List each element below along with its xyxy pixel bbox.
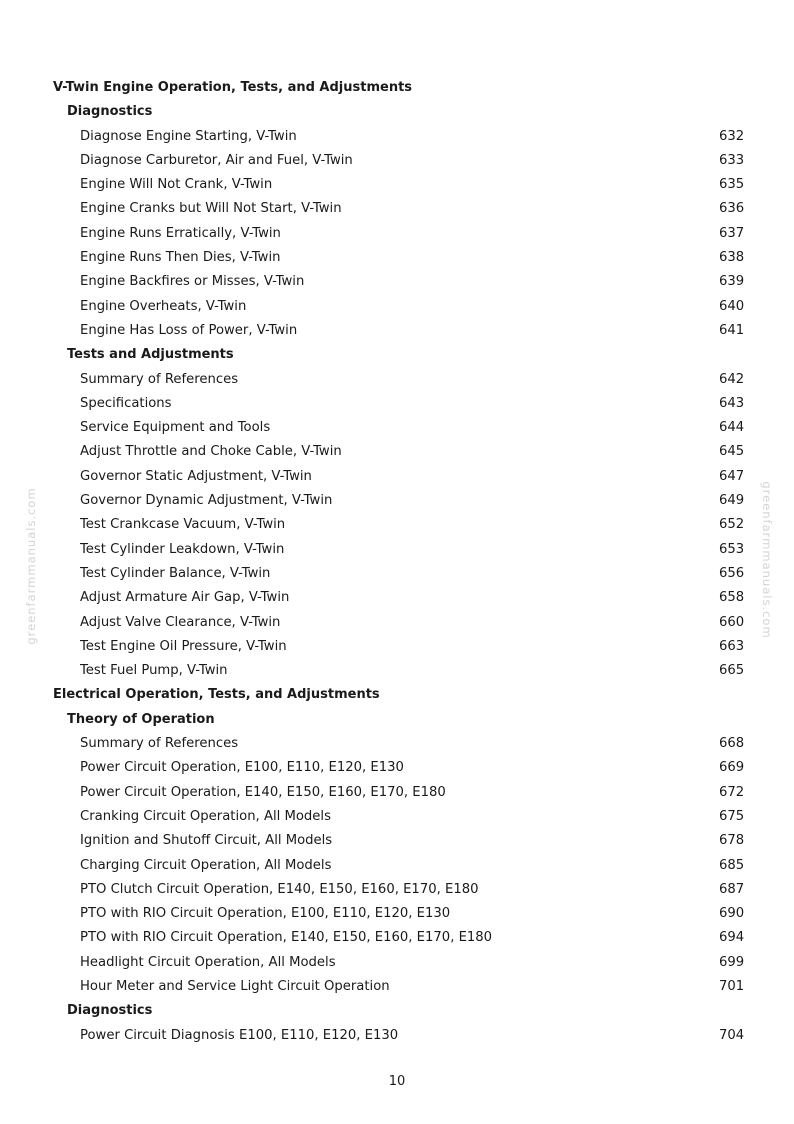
toc-entry-page: 647 [719, 468, 745, 484]
toc-subsection [0, 999, 794, 1023]
toc-entry-title: Hour Meter and Service Light Circuit Operation [80, 978, 390, 994]
toc-entry-page: 644 [719, 420, 745, 436]
toc-entry[interactable] [0, 465, 794, 489]
toc-entry-page: 660 [719, 614, 745, 630]
toc-entry[interactable] [0, 368, 794, 392]
toc-entry-page: 639 [719, 274, 745, 290]
toc-entry-page: 658 [719, 590, 745, 606]
toc-entry-page: 652 [719, 517, 745, 533]
toc-entry[interactable] [0, 392, 794, 416]
page-number: 10 [388, 1074, 406, 1089]
toc-entry[interactable] [0, 635, 794, 659]
toc-entry[interactable] [0, 562, 794, 586]
toc-entry-page: 653 [719, 541, 745, 557]
toc-entry[interactable] [0, 805, 794, 829]
toc-entry-title: Test Cylinder Balance, V-Twin [80, 565, 271, 581]
toc-entry-title: PTO with RIO Circuit Operation, E140, E150, E160, E170, E180 [80, 930, 493, 946]
toc-entry-title: Diagnose Carburetor, Air and Fuel, V-Twin [80, 152, 353, 168]
toc-entry[interactable] [0, 781, 794, 805]
toc-entry-title: Theory of Operation [67, 711, 215, 727]
toc-entry[interactable] [0, 197, 794, 221]
toc-entry[interactable] [0, 926, 794, 950]
toc-entry-page: 645 [719, 444, 745, 460]
toc-entry-page: 638 [719, 250, 745, 266]
toc-entry-title: Adjust Throttle and Choke Cable, V-Twin [80, 444, 342, 460]
toc-entry-title: Engine Cranks but Will Not Start, V-Twin [80, 201, 342, 217]
toc-section [0, 683, 794, 707]
toc-entry[interactable] [0, 270, 794, 294]
toc-entry[interactable] [0, 149, 794, 173]
toc-entry-title: Diagnostics [67, 104, 153, 120]
toc-entry[interactable] [0, 902, 794, 926]
toc-entry[interactable] [0, 829, 794, 853]
toc-entry[interactable] [0, 538, 794, 562]
toc-entry[interactable] [0, 854, 794, 878]
toc-entry-title: Service Equipment and Tools [80, 420, 271, 436]
toc-entry-title: PTO with RIO Circuit Operation, E100, E110, E120, E130 [80, 906, 451, 922]
toc-entry-page: 635 [719, 177, 745, 193]
toc-entry[interactable] [0, 878, 794, 902]
toc-section [0, 76, 794, 100]
toc-entry[interactable] [0, 319, 794, 343]
toc-entry-page: 668 [719, 736, 745, 752]
toc-entry-page: 636 [719, 201, 745, 217]
toc-entry-title: Ignition and Shutoff Circuit, All Models [80, 833, 333, 849]
toc-entry-page: 642 [719, 371, 745, 387]
toc-entry[interactable] [0, 1024, 794, 1048]
toc-entry-title: Power Circuit Diagnosis E100, E110, E120, E130 [80, 1027, 399, 1043]
toc-entry[interactable] [0, 756, 794, 780]
toc-entry-page: 640 [719, 298, 745, 314]
toc-entry[interactable] [0, 975, 794, 999]
toc-entry-title: Engine Overheats, V-Twin [80, 298, 247, 314]
toc-entry-title: Charging Circuit Operation, All Models [80, 857, 332, 873]
toc-entry-title: Engine Runs Erratically, V-Twin [80, 225, 281, 241]
toc-entry-title: Governor Static Adjustment, V-Twin [80, 468, 312, 484]
toc-entry-page: 704 [719, 1027, 745, 1043]
toc-entry-page: 690 [719, 906, 745, 922]
toc-entry[interactable] [0, 246, 794, 270]
toc-entry-title: V-Twin Engine Operation, Tests, and Adjustments [53, 80, 413, 95]
toc-subsection [0, 343, 794, 367]
toc-subsection [0, 708, 794, 732]
toc-entry-page: 641 [719, 322, 745, 338]
toc-entry-title: Tests and Adjustments [67, 347, 234, 363]
toc-entry-title: Power Circuit Operation, E140, E150, E160, E170, E180 [80, 784, 446, 800]
toc-entry-title: Headlight Circuit Operation, All Models [80, 954, 336, 970]
toc-entry-title: Power Circuit Operation, E100, E110, E120, E130 [80, 760, 404, 776]
toc-entry[interactable] [0, 173, 794, 197]
toc-entry-page: 669 [719, 760, 745, 776]
toc-entry-title: Electrical Operation, Tests, and Adjustments [53, 687, 380, 703]
toc-entry-title: Engine Backfires or Misses, V-Twin [80, 274, 305, 290]
toc-entry-page: 637 [719, 225, 745, 241]
toc-entry-page: 685 [719, 857, 745, 873]
toc-entry-title: Summary of References [80, 736, 239, 752]
toc-entry-page: 643 [719, 395, 745, 411]
toc-entry-title: Diagnostics [67, 1003, 153, 1019]
toc-entry-page: 687 [719, 881, 745, 897]
toc-subsection [0, 100, 794, 124]
toc-entry[interactable] [0, 125, 794, 149]
toc-entry-title: Governor Dynamic Adjustment, V-Twin [80, 493, 333, 509]
toc-entry[interactable] [0, 222, 794, 246]
toc-entry[interactable] [0, 489, 794, 513]
toc-entry-page: 701 [719, 978, 745, 994]
toc-entry-title: Test Cylinder Leakdown, V-Twin [80, 541, 285, 557]
toc-entry-title: Specifications [80, 395, 172, 411]
toc-entry-page: 675 [719, 808, 745, 824]
toc-entry-page: 633 [719, 152, 745, 168]
toc-entry-page: 656 [719, 565, 745, 581]
toc-entry-page: 672 [719, 784, 745, 800]
table-of-contents [0, 76, 794, 1048]
toc-entry-page: 699 [719, 954, 745, 970]
toc-entry[interactable] [0, 416, 794, 440]
toc-entry[interactable] [0, 611, 794, 635]
toc-entry-title: Adjust Valve Clearance, V-Twin [80, 614, 281, 630]
toc-entry[interactable] [0, 586, 794, 610]
toc-entry-title: Engine Runs Then Dies, V-Twin [80, 250, 281, 266]
toc-entry[interactable] [0, 951, 794, 975]
toc-entry[interactable] [0, 440, 794, 464]
toc-entry-page: 678 [719, 833, 745, 849]
toc-entry-title: Engine Will Not Crank, V-Twin [80, 177, 273, 193]
toc-entry-title: Cranking Circuit Operation, All Models [80, 808, 331, 824]
toc-entry-page: 632 [719, 128, 745, 144]
toc-entry[interactable] [0, 659, 794, 683]
toc-entry-page: 649 [719, 493, 745, 509]
toc-entry[interactable] [0, 732, 794, 756]
watermark-left: greenfarmmanuals.com [24, 487, 38, 645]
watermark-right: greenfarmmanuals.com [760, 481, 774, 639]
toc-entry-title: Engine Has Loss of Power, V-Twin [80, 322, 298, 338]
toc-entry-title: Test Fuel Pump, V-Twin [80, 663, 228, 679]
toc-entry-page: 694 [719, 930, 745, 946]
toc-entry-page: 665 [719, 663, 745, 679]
toc-entry-page: 663 [719, 638, 745, 654]
toc-entry[interactable] [0, 295, 794, 319]
toc-entry-title: Diagnose Engine Starting, V-Twin [80, 128, 297, 144]
toc-entry-title: Test Engine Oil Pressure, V-Twin [80, 638, 287, 654]
toc-entry-title: Adjust Armature Air Gap, V-Twin [80, 590, 290, 606]
toc-entry-title: Summary of References [80, 371, 239, 387]
toc-entry-title: Test Crankcase Vacuum, V-Twin [80, 517, 286, 533]
toc-entry-title: PTO Clutch Circuit Operation, E140, E150, E160, E170, E180 [80, 881, 479, 897]
toc-entry[interactable] [0, 513, 794, 537]
